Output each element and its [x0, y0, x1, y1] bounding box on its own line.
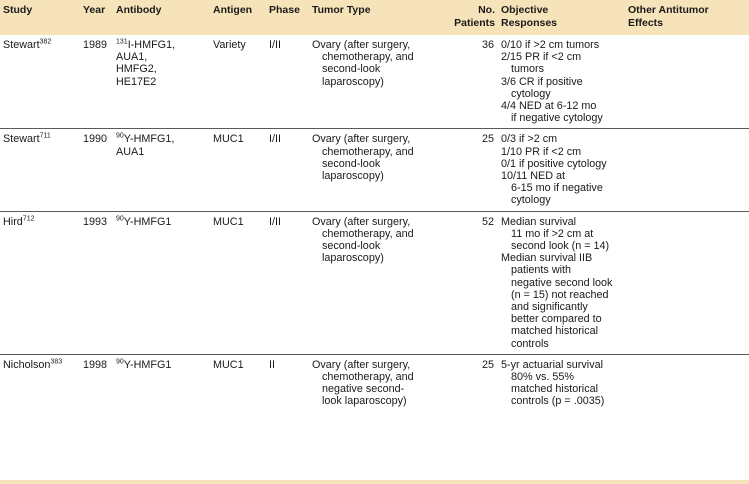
response-line: tumors	[511, 63, 544, 76]
study-cell	[0, 35, 80, 129]
response-line: 11 mo if >2 cm at	[511, 227, 594, 240]
antibody-cell	[113, 35, 210, 129]
antibody-line	[116, 39, 207, 51]
response-entry	[501, 216, 622, 253]
response-line: if negative cytology	[511, 112, 603, 125]
year-cell	[80, 211, 113, 354]
other-effects-cell	[625, 129, 749, 211]
antibody-line	[116, 76, 207, 88]
tumor-type-line: negative second-	[322, 383, 405, 396]
antigen-value: MUC1	[213, 133, 244, 146]
antibody-text: Y-HMFG1,	[123, 133, 175, 146]
header-phase: Phase	[269, 4, 300, 16]
bottom-bar	[0, 480, 749, 484]
response-entry	[501, 76, 622, 100]
antigen-cell	[210, 211, 266, 354]
tumor-type-line: second-look	[322, 157, 381, 170]
antigen-value: MUC1	[213, 358, 244, 371]
antibody-text: I-HMFG1,	[127, 39, 176, 51]
table-row	[0, 129, 749, 211]
header-other-effects: Other Antitumor Effects	[628, 4, 709, 29]
response-line: cytology	[511, 87, 551, 100]
header-antibody: Antibody	[116, 4, 162, 16]
response-line: negative second look	[511, 276, 613, 289]
other-effects-cell	[625, 211, 749, 354]
patients-cell	[445, 211, 498, 354]
response-entry	[501, 146, 622, 158]
patients-cell	[445, 129, 498, 211]
isotope-mass: 90	[116, 215, 124, 223]
response-line: 1/10 PR if <2 cm	[501, 145, 582, 158]
tumor-type-line: chemotherapy, and	[322, 145, 414, 158]
antigen-cell	[210, 354, 266, 411]
tumor-type-line: chemotherapy, and	[322, 371, 414, 384]
response-line: 5-yr actuarial survival	[501, 358, 604, 371]
other-effects-cell	[625, 35, 749, 129]
study-cell	[0, 129, 80, 211]
header-study: Study	[3, 4, 33, 16]
response-entry	[501, 51, 622, 75]
year-cell	[80, 129, 113, 211]
study-name: Nicholson	[3, 358, 51, 371]
study-name: Stewart	[3, 39, 40, 51]
response-line: Median survival	[501, 215, 577, 228]
antibody-cell	[113, 354, 210, 411]
table-row	[0, 35, 749, 129]
tumor-type-line: laparoscopy)	[322, 170, 384, 183]
patients-value: 52	[481, 215, 494, 228]
study-name: Hird	[3, 215, 23, 228]
year-cell	[80, 35, 113, 129]
response-entry	[501, 39, 622, 51]
antibody-line	[116, 133, 207, 145]
antigen-value: MUC1	[213, 215, 244, 228]
response-line: (n = 15) not reached	[511, 288, 609, 301]
study-reference: 711	[39, 132, 51, 140]
responses-cell	[498, 354, 625, 411]
antibody-text: AUA1,	[116, 51, 148, 64]
response-line: controls	[511, 337, 549, 350]
antibody-line	[116, 51, 207, 63]
response-entry	[501, 170, 622, 207]
antibody-line	[116, 146, 207, 158]
isotope-mass: 90	[116, 358, 124, 366]
tumor-type-cell	[309, 354, 445, 411]
response-entry	[501, 252, 622, 350]
antigen-value: Variety	[213, 39, 246, 51]
other-effects-cell	[625, 354, 749, 411]
response-line: 2/15 PR if <2 cm	[501, 51, 582, 64]
header-row	[0, 0, 749, 35]
tumor-type-line: Ovary (after surgery,	[312, 39, 411, 51]
antibody-text: Y-HMFG1	[123, 358, 172, 371]
response-line: 4/4 NED at 6-12 mo	[501, 100, 597, 113]
tumor-type-line: second-look	[322, 240, 381, 253]
tumor-type-line: Ovary (after surgery,	[312, 133, 411, 146]
phase-value: I/II	[269, 215, 281, 228]
responses-cell	[498, 35, 625, 129]
tumor-type-line: look laparoscopy)	[322, 395, 407, 408]
patients-value: 25	[481, 358, 494, 371]
year-value: 1998	[83, 358, 108, 371]
phase-cell	[266, 211, 309, 354]
study-reference: 383	[50, 358, 63, 366]
response-entry	[501, 100, 622, 124]
tumor-type-line: Ovary (after surgery,	[312, 358, 411, 371]
header-objective-responses: Objective Responses	[501, 4, 558, 29]
response-line: matched historical	[511, 383, 599, 396]
phase-cell	[266, 354, 309, 411]
antibody-cell	[113, 211, 210, 354]
response-line: Median survival IIB	[501, 252, 593, 265]
phase-cell	[266, 129, 309, 211]
response-line: 6-15 mo if negative	[511, 182, 603, 195]
response-line: matched historical	[511, 325, 599, 338]
response-line: 0/10 if >2 cm tumors	[501, 39, 600, 51]
tumor-type-line: Ovary (after surgery,	[312, 215, 411, 228]
response-line: and significantly	[511, 301, 588, 314]
table-header	[0, 0, 749, 35]
tumor-type-line: laparoscopy)	[322, 252, 384, 265]
responses-cell	[498, 129, 625, 211]
year-value: 1990	[83, 133, 108, 146]
isotope-mass: 131	[116, 38, 128, 46]
patients-value: 36	[481, 39, 494, 51]
response-line: 0/1 if positive cytology	[501, 157, 607, 170]
antibody-line	[116, 63, 207, 75]
antigen-cell	[210, 129, 266, 211]
patients-value: 25	[481, 133, 494, 146]
year-value: 1989	[83, 39, 108, 51]
phase-value: II	[269, 358, 275, 371]
antibody-text: AUA1	[116, 145, 145, 158]
antibody-line	[116, 359, 207, 371]
response-line: 3/6 CR if positive	[501, 75, 583, 88]
response-line: better compared to	[511, 313, 602, 326]
tumor-type-line: chemotherapy, and	[322, 227, 414, 240]
antibody-text: Y-HMFG1	[123, 215, 172, 228]
response-line: controls (p = .0035)	[511, 395, 605, 408]
phase-cell	[266, 35, 309, 129]
antibody-cell	[113, 129, 210, 211]
header-year: Year	[83, 4, 106, 16]
study-reference: 712	[22, 215, 35, 223]
antibody-line	[116, 216, 207, 228]
response-line: 10/11 NED at	[501, 170, 566, 183]
response-line: second look (n = 14)	[511, 240, 610, 253]
header-antigen: Antigen	[213, 4, 253, 16]
responses-cell	[498, 211, 625, 354]
response-line: patients with	[511, 264, 572, 277]
tumor-type-line: chemotherapy, and	[322, 51, 414, 64]
response-entry	[501, 133, 622, 145]
study-cell	[0, 354, 80, 411]
table-row	[0, 354, 749, 411]
header-no-patients: No. Patients	[454, 4, 495, 29]
year-value: 1993	[83, 215, 108, 228]
phase-value: I/II	[269, 133, 281, 146]
response-entry	[501, 359, 622, 408]
study-cell	[0, 211, 80, 354]
table-body	[0, 35, 749, 412]
phase-value: I/II	[269, 39, 281, 51]
table-row	[0, 211, 749, 354]
study-reference: 382	[39, 38, 52, 46]
tumor-type-cell	[309, 35, 445, 129]
tumor-type-cell	[309, 211, 445, 354]
response-line: 80% vs. 55%	[511, 371, 575, 384]
study-name: Stewart	[3, 133, 40, 146]
patients-cell	[445, 35, 498, 129]
response-entry	[501, 158, 622, 170]
tumor-type-cell	[309, 129, 445, 211]
response-line: 0/3 if >2 cm	[501, 133, 558, 146]
antibody-text: HE17E2	[116, 75, 157, 88]
antibody-text: HMFG2,	[116, 63, 157, 76]
response-line: cytology	[511, 194, 551, 207]
tumor-type-line: second-look	[322, 63, 381, 76]
year-cell	[80, 354, 113, 411]
tumor-type-line: laparoscopy)	[322, 75, 384, 88]
antigen-cell	[210, 35, 266, 129]
isotope-mass: 90	[116, 132, 124, 140]
patients-cell	[445, 354, 498, 411]
header-tumor-type: Tumor Type	[312, 4, 371, 16]
